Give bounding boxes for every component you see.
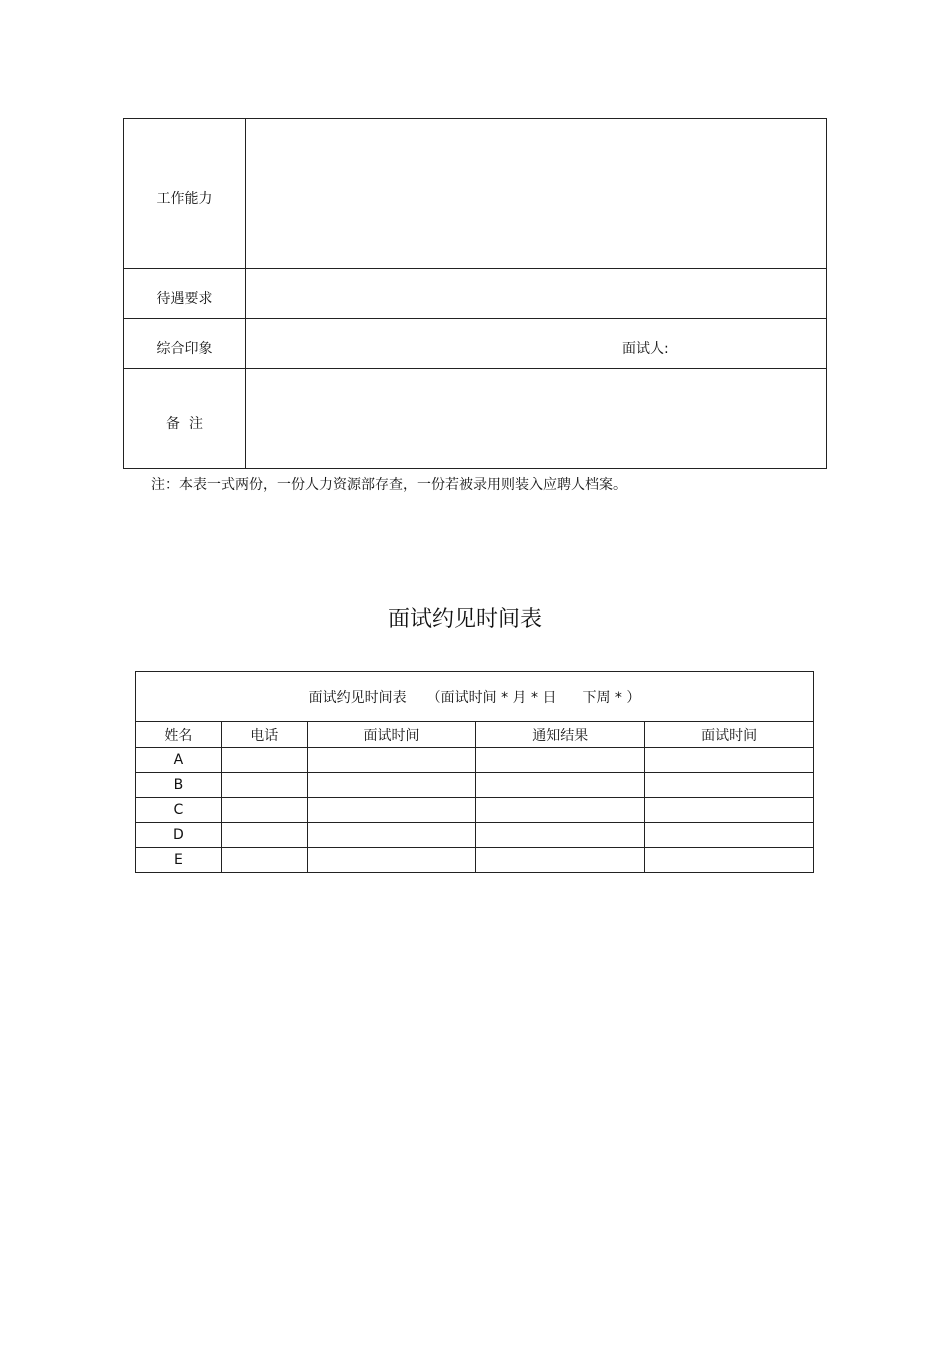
cell-interview-time-2[interactable] <box>645 823 814 848</box>
cell-notification-result[interactable] <box>476 798 645 823</box>
cell-phone[interactable] <box>221 848 307 873</box>
field-remarks[interactable] <box>246 369 827 469</box>
row-overall-impression <box>124 319 827 369</box>
interviewer-label: 面试人: <box>622 340 669 357</box>
row-remarks <box>124 369 827 469</box>
cell-interview-time[interactable] <box>307 823 476 848</box>
cell-interview-time[interactable] <box>307 798 476 823</box>
table-row <box>136 773 814 798</box>
cell-name: C <box>136 798 222 823</box>
cell-interview-time[interactable] <box>307 773 476 798</box>
cell-interview-time-2[interactable] <box>645 773 814 798</box>
table-row <box>136 748 814 773</box>
cell-phone[interactable] <box>221 823 307 848</box>
field-work-ability[interactable] <box>246 119 827 269</box>
cell-phone[interactable] <box>221 773 307 798</box>
table-row <box>136 798 814 823</box>
schedule-caption <box>136 672 814 722</box>
schedule-header-row <box>136 722 814 748</box>
cell-interview-time-2[interactable] <box>645 848 814 873</box>
label-remarks: 备 注 <box>124 369 246 469</box>
cell-name: B <box>136 773 222 798</box>
cell-interview-time-2[interactable] <box>645 748 814 773</box>
table-row <box>136 823 814 848</box>
cell-notification-result[interactable] <box>476 773 645 798</box>
table-row <box>136 848 814 873</box>
cell-interview-time[interactable] <box>307 748 476 773</box>
cell-phone[interactable] <box>221 748 307 773</box>
header-interview-time-2: 面试时间 <box>645 722 814 748</box>
header-notification-result: 通知结果 <box>476 722 645 748</box>
cell-notification-result[interactable] <box>476 848 645 873</box>
header-interview-time: 面试时间 <box>307 722 476 748</box>
cell-name: E <box>136 848 222 873</box>
caption-week: 下周 * ） <box>582 689 641 706</box>
cell-phone[interactable] <box>221 798 307 823</box>
row-salary-requirement <box>124 269 827 319</box>
label-overall-impression: 综合印象 <box>124 319 246 369</box>
schedule-title: 面试约见时间表 <box>387 607 542 632</box>
label-salary-requirement: 待遇要求 <box>124 269 246 319</box>
schedule-table <box>135 671 814 873</box>
form-note: 注：本表一式两份，一份人力资源部存查，一份若被录用则装入应聘人档案。 <box>151 477 627 493</box>
cell-name: A <box>136 748 222 773</box>
cell-interview-time-2[interactable] <box>645 798 814 823</box>
cell-notification-result[interactable] <box>476 823 645 848</box>
caption-time: （面试时间 * 月 * 日 <box>426 689 557 706</box>
cell-name: D <box>136 823 222 848</box>
cell-notification-result[interactable] <box>476 748 645 773</box>
evaluation-table <box>123 118 827 469</box>
field-salary-requirement[interactable] <box>246 269 827 319</box>
caption-name: 面试约见时间表 <box>308 689 407 706</box>
header-name: 姓名 <box>136 722 222 748</box>
cell-interview-time[interactable] <box>307 848 476 873</box>
field-overall-impression[interactable] <box>246 319 827 369</box>
label-work-ability: 工作能力 <box>124 119 246 269</box>
schedule-caption-row <box>136 672 814 722</box>
header-phone: 电话 <box>221 722 307 748</box>
row-work-ability <box>124 119 827 269</box>
